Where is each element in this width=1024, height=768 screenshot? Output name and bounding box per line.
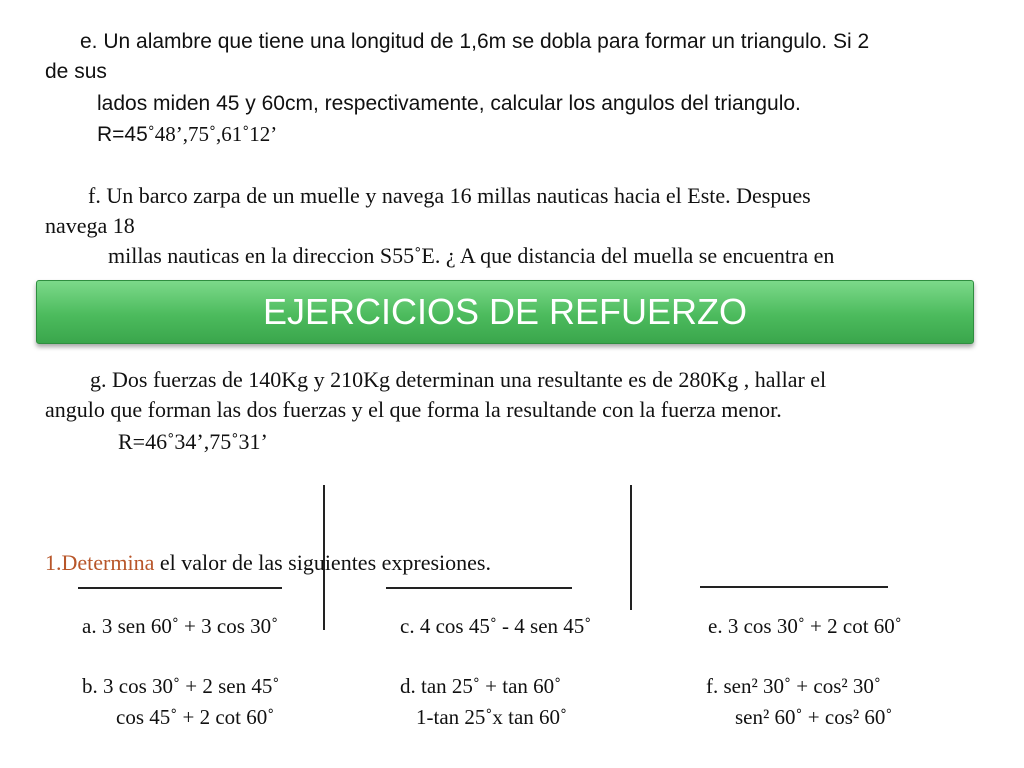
- expression-b-numerator: b. 3 cos 30˚ + 2 sen 45˚: [82, 674, 280, 698]
- exercise-g-line2: angulo que forman las dos fuerzas y el que forma la resultande con la fuerza menor.: [45, 397, 782, 422]
- exercise-f-line1: f. Un barco zarpa de un muelle y navega 16 millas nauticas hacia el Este. Despues: [88, 183, 811, 208]
- exercise-f-line2: navega 18: [45, 213, 135, 238]
- expression-b-denominator: cos 45˚ + 2 cot 60˚: [116, 705, 275, 729]
- exercise-e-answer: [97, 122, 277, 147]
- expression-f-numerator: f. sen² 30˚ + cos² 30˚: [706, 674, 881, 698]
- exercise-e-line1: e. Un alambre que tiene una longitud de 1,6m se dobla para formar un triangulo. Si 2: [80, 30, 870, 53]
- expression-d-numerator: d. tan 25˚ + tan 60˚: [400, 674, 562, 698]
- divider-right: [630, 485, 632, 610]
- fraction-bar-a: [78, 587, 282, 589]
- task-rest: el valor de las siguientes expresiones.: [154, 550, 491, 575]
- task-verb: Determina: [61, 550, 155, 575]
- fraction-bar-e: [700, 586, 888, 588]
- banner-title: EJERCICIOS DE REFUERZO: [36, 280, 974, 344]
- exercise-e-line2: de sus: [45, 60, 107, 83]
- exercise-f-line3: millas nauticas en la direccion S55˚E. ¿ A que distancia del muella se encuentra en: [108, 243, 835, 268]
- exercise-e-answer-prefix: R=45: [97, 123, 148, 146]
- task-heading: [45, 550, 491, 576]
- exercise-g-answer: R=46˚34’,75˚31’: [118, 429, 268, 454]
- expression-c: c. 4 cos 45˚ - 4 sen 45˚: [400, 614, 592, 638]
- expression-e: e. 3 cos 30˚ + 2 cot 60˚: [708, 614, 902, 638]
- exercise-e-answer-rest: ˚48’,75˚,61˚12’: [147, 122, 278, 146]
- exercise-e-line3: lados miden 45 y 60cm, respectivamente, calcular los angulos del triangulo.: [97, 92, 801, 115]
- fraction-bar-c: [386, 587, 572, 589]
- expression-f-denominator: sen² 60˚ + cos² 60˚: [735, 705, 893, 729]
- exercise-g-line1: g. Dos fuerzas de 140Kg y 210Kg determinan una resultante es de 280Kg , hallar el: [90, 367, 827, 392]
- expression-a: a. 3 sen 60˚ + 3 cos 30˚: [82, 614, 279, 638]
- task-number: 1.: [45, 550, 62, 575]
- expression-d-denominator: 1-tan 25˚x tan 60˚: [416, 705, 568, 729]
